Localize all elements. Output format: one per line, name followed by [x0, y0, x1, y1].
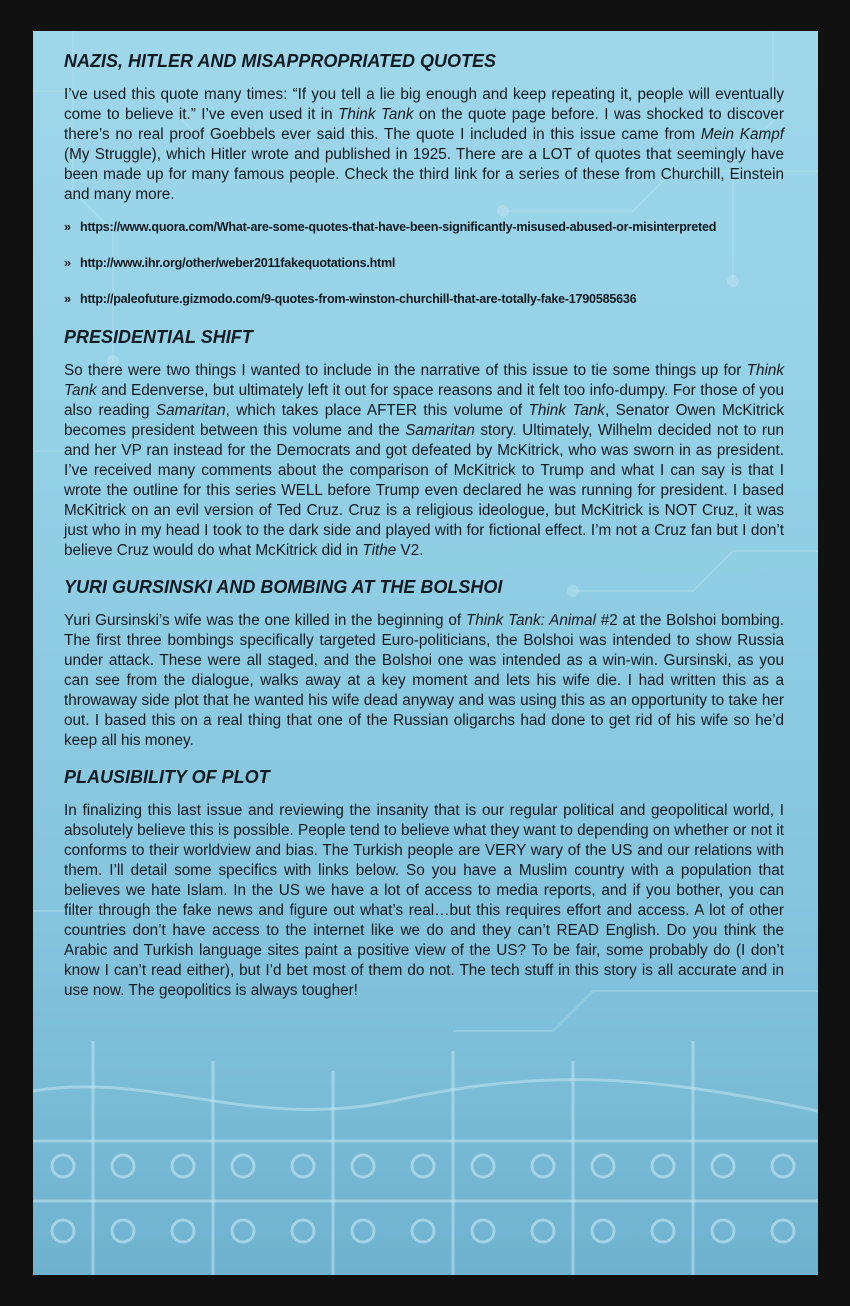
italic-title: Think Tank: [338, 106, 414, 123]
text-run: In finalizing this last issue and reviewing the insanity that is our regular political and geopolitical world, I absolutely believe this is possible. People tend to believe what they want to depending on whether or not it conforms to their worldview and bias. The Turkish people are VERY wary of the US and our relations with them. I’ll detail some specifics with links below. So you have a Muslim country with a population that believes we hate Islam. In the US we have a lot of access to media reports, and if you bother, you can filter through the fake news and figure out what’s real…but this requires effort and access. A lot of other countries don’t have access to the internet like we do and they can’t READ English. Do you think the Arabic and Turkish language sites paint a positive view of the US? To be fair, some probably do (I don’t know I can’t read either), but I’d bet most of them do not. The tech stuff in this story is all accurate and in use now. The geopolitics is always tougher!: [64, 802, 784, 999]
section-plausibility: [64, 765, 784, 1001]
italic-title: Samaritan: [155, 402, 226, 419]
section-paragraph: [64, 611, 784, 751]
text-run: So there were two things I wanted to include in the narrative of this issue to tie some things up for: [64, 362, 747, 379]
link-text[interactable]: http://paleofuture.gizmodo.com/9-quotes-from-winston-churchill-that-are-totally-fake-1790585636: [80, 292, 637, 306]
section-nazis-quotes: [64, 49, 784, 309]
section-heading: NAZIS, HITLER AND MISAPPROPRIATED QUOTES: [64, 51, 497, 71]
section-heading: YURI GURSINSKI AND BOMBING AT THE BOLSHOI: [64, 577, 503, 597]
link-text[interactable]: http://www.ihr.org/other/weber2011fakequotations.html: [80, 256, 396, 270]
section-heading: PLAUSIBILITY OF PLOT: [64, 767, 270, 787]
text-run: on the quote page before. I was shocked to discover there’s no real proof Goebbels ever said this. The quote I included in this issue came from: [64, 106, 784, 143]
section-paragraph: [64, 361, 784, 561]
text-run: #2 at the Bolshoi bombing. The first three bombings specifically targeted Euro-politicians, the Bolshoi was intended to show Russia under attack. These were all staged, and the Bolshoi one was intended as a win-win. Gursinski, as you can see from the dialogue, walks away at a key moment and lets his wife die. I had written this as a throwaway side plot that he wanted his wife dead anyway and was using this as an opportunity to take her out. I based this on a real thing that one of the Russian oligarchs had done to get rid of his wife so he’d keep all his money.: [64, 612, 784, 749]
link-list: [64, 217, 784, 309]
section-presidential-shift: [64, 325, 784, 561]
text-run: , which takes place AFTER this volume of: [225, 402, 529, 419]
text-run: , Senator Owen McKitrick becomes president between this volume and the: [64, 402, 784, 439]
link-item[interactable]: [64, 217, 784, 237]
text-run: V2.: [396, 542, 424, 559]
article-content: [64, 49, 784, 1015]
link-item[interactable]: [64, 289, 784, 309]
page: [33, 31, 818, 1275]
text-run: I’ve used this quote many times: “If you tell a lie big enough and keep repeating it, people will eventually come to believe it.” I’ve even used it in: [64, 86, 784, 123]
text-run: Yuri Gursinski’s wife was the one killed in the beginning of: [64, 612, 466, 629]
link-item[interactable]: [64, 253, 784, 273]
italic-title: Mein Kampf: [700, 126, 784, 143]
section-paragraph: [64, 85, 784, 205]
bullet-icon: »: [64, 292, 71, 306]
text-run: (My Struggle), which Hitler wrote and published in 1925. There are a LOT of quotes that seemingly have been made up for many famous people. Check the third link for a series of these from Churchill, Einstein and many more.: [64, 146, 784, 203]
text-run: story. Ultimately, Wilhelm decided not to run and her VP ran instead for the Democrats and got defeated by McKitrick, who was sworn in as president. I’ve received many comments about the comparison of McKitrick to Trump and what I can say is that I wrote the outline for this series WELL before Trump even declared he was running for president. I based McKitrick on an evil version of Ted Cruz. Cruz is a religious ideologue, but McKitrick is NOT Cruz, it was just who in my head I took to the dark side and played with for fictional effect. I’m not a Cruz fan but I don’t believe Cruz would do what McKitrick did in: [64, 422, 784, 559]
italic-title: Think Tank: Animal: [465, 612, 596, 629]
link-text[interactable]: https://www.quora.com/What-are-some-quotes-that-have-been-significantly-misused-abused-or-misinterpreted: [80, 220, 717, 234]
bullet-icon: »: [64, 256, 71, 270]
italic-title: Think Tank: [64, 362, 784, 399]
section-heading: PRESIDENTIAL SHIFT: [64, 327, 253, 347]
section-paragraph: [64, 801, 784, 1001]
italic-title: Think Tank: [528, 402, 605, 419]
text-run: and Edenverse, but ultimately left it out for space reasons and it felt too info-dumpy. For those of you also reading: [64, 382, 784, 419]
italic-title: Tithe: [362, 542, 397, 559]
bullet-icon: »: [64, 220, 71, 234]
section-yuri-gursinski: [64, 575, 784, 751]
italic-title: Samaritan: [405, 422, 475, 439]
